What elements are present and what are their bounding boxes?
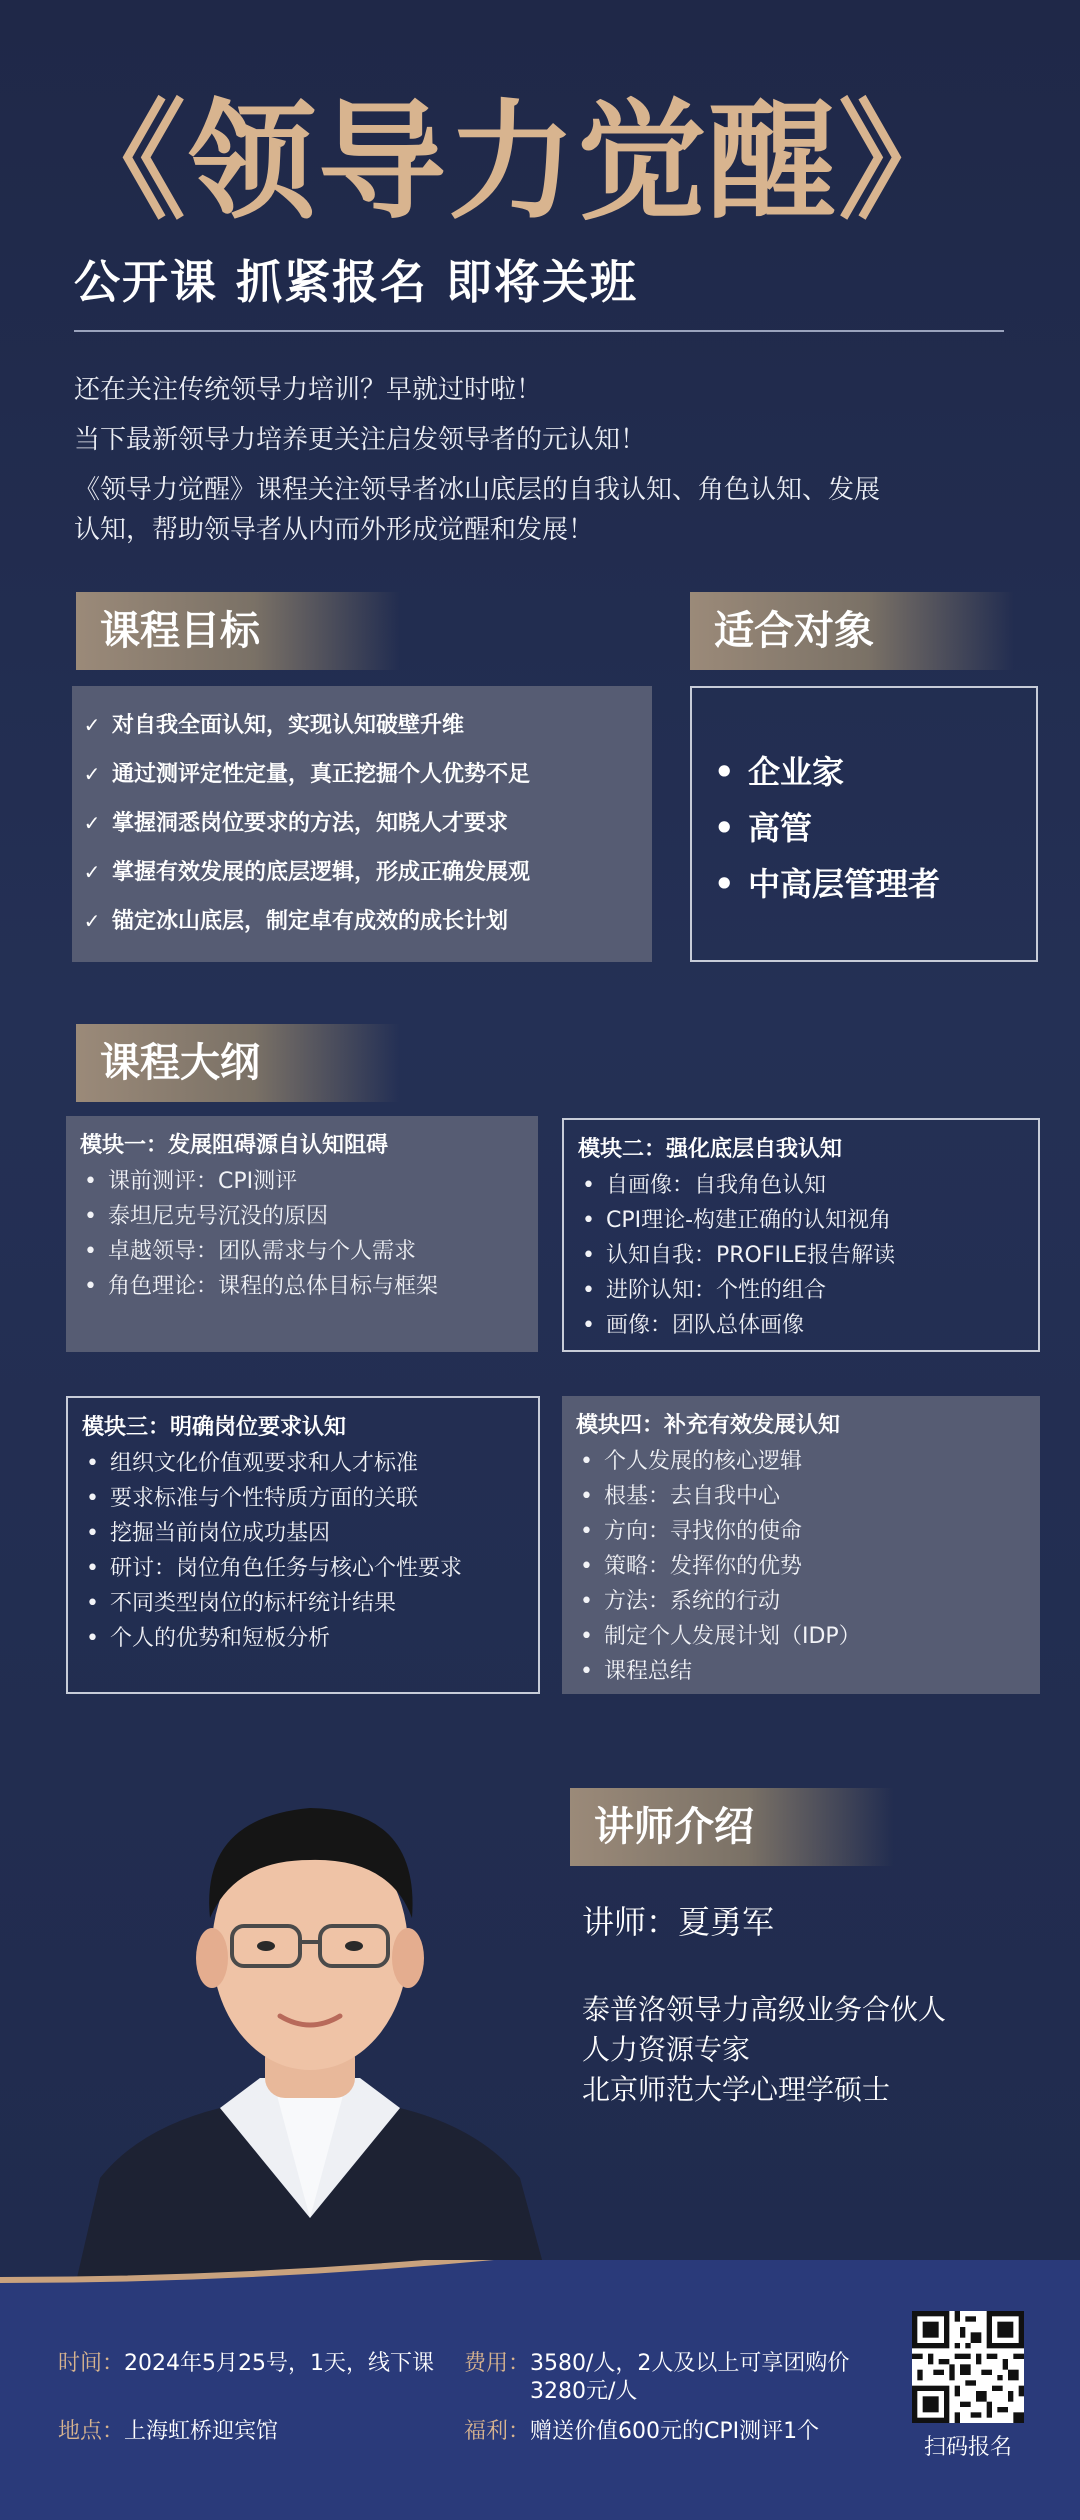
lecturer-name: 讲师：夏勇军 — [582, 1903, 775, 1941]
module-item: • 进阶认知：个性的组合 — [578, 1273, 1024, 1308]
module-title: 模块四：补充有效发展认知 — [576, 1413, 841, 1438]
module-item: • 个人的优势和短板分析 — [82, 1621, 524, 1656]
check-icon: ✓ — [83, 811, 101, 835]
check-icon: ✓ — [83, 762, 101, 786]
module-item: • 方向：寻找你的使命 — [576, 1514, 1026, 1549]
goals-panel — [72, 686, 652, 962]
info-fee: 费用：3580/人，2人及以上可享团购价 — [464, 2351, 850, 2376]
module-item: • 课前测评：CPI测评 — [80, 1164, 524, 1199]
module-item: • 卓越领导：团队需求与个人需求 — [80, 1234, 524, 1269]
intro-line: 还在关注传统领导力培训？早就过时啦！ — [74, 375, 543, 405]
audience-item: • 高管 — [714, 809, 813, 847]
module-item: • 制定个人发展计划（IDP） — [576, 1619, 1026, 1654]
module-item: • 方法：系统的行动 — [576, 1584, 1026, 1619]
lecturer-title: 北京师范大学心理学硕士 — [582, 2073, 891, 2106]
page-subtitle: 公开课 抓紧报名 即将关班 — [74, 255, 639, 309]
lecturer-photo — [60, 1748, 560, 2308]
qr-label: 扫码报名 — [923, 2435, 1012, 2460]
module-item: • 根基：去自我中心 — [576, 1479, 1026, 1514]
info-benefit: 福利：赠送价值600元的CPI测评1个 — [464, 2419, 820, 2444]
module-title: 模块三：明确岗位要求认知 — [82, 1415, 347, 1440]
intro-line: 《领导力觉醒》课程关注领导者冰山底层的自我认知、角色认知、发展 — [74, 475, 881, 505]
module-item: • 角色理论：课程的总体目标与框架 — [80, 1269, 524, 1304]
module-item: • 要求标准与个性特质方面的关联 — [82, 1481, 524, 1516]
divider — [74, 330, 1004, 332]
intro-line: 当下最新领导力培养更关注启发领导者的元认知！ — [74, 425, 647, 455]
module-item: • 不同类型岗位的标杆统计结果 — [82, 1586, 524, 1621]
module-title: 模块二：强化底层自我认知 — [578, 1137, 843, 1162]
goal-item: ✓ 通过测评定性定量，真正挖掘个人优势不足 — [80, 759, 530, 790]
module-title: 模块一：发展阻碍源自认知阻碍 — [80, 1133, 389, 1158]
module-item: • 认知自我：PROFILE报告解读 — [578, 1238, 1024, 1273]
qr-code-icon[interactable] — [912, 2311, 1024, 2423]
check-icon: ✓ — [83, 713, 101, 737]
module-item: • 研讨：岗位角色任务与核心个性要求 — [82, 1551, 524, 1586]
audience-item: • 中高层管理者 — [714, 865, 941, 903]
check-icon: ✓ — [83, 860, 101, 884]
module-2 — [562, 1118, 1040, 1352]
module-item: • 课程总结 — [576, 1654, 1026, 1689]
module-4 — [562, 1396, 1040, 1694]
intro-line: 认知，帮助领导者从内而外形成觉醒和发展！ — [74, 515, 595, 545]
audience-heading: 适合对象 — [690, 592, 1014, 670]
lecturer-title: 人力资源专家 — [582, 2033, 751, 2066]
module-item: • 画像：团队总体画像 — [578, 1308, 1024, 1343]
goals-heading: 课程目标 — [76, 592, 400, 670]
audience-panel — [690, 686, 1038, 962]
module-item: • 策略：发挥你的优势 — [576, 1549, 1026, 1584]
module-1 — [66, 1116, 538, 1352]
module-item: • 泰坦尼克号沉没的原因 — [80, 1199, 524, 1234]
lecturer-heading: 讲师介绍 — [570, 1788, 894, 1866]
info-fee-line2: 3280元/人 — [530, 2379, 638, 2404]
outline-heading: 课程大纲 — [76, 1024, 400, 1102]
lecturer-title: 泰普洛领导力高级业务合伙人 — [582, 1993, 947, 2026]
goal-item: ✓ 锚定冰山底层，制定卓有成效的成长计划 — [80, 906, 508, 937]
info-time: 时间：2024年5月25号，1天，线下课 — [58, 2351, 434, 2376]
info-place: 地点：上海虹桥迎宾馆 — [58, 2419, 279, 2444]
module-item: • 个人发展的核心逻辑 — [576, 1444, 1026, 1479]
check-icon: ✓ — [83, 909, 101, 933]
module-item: • 自画像：自我角色认知 — [578, 1168, 1024, 1203]
goal-item: ✓ 对自我全面认知，实现认知破壁升维 — [80, 710, 464, 741]
goal-item: ✓ 掌握洞悉岗位要求的方法，知晓人才要求 — [80, 808, 508, 839]
goal-item: ✓ 掌握有效发展的底层逻辑，形成正确发展观 — [80, 857, 530, 888]
module-3 — [66, 1396, 540, 1694]
page-title: 《领导力觉醒》 — [58, 88, 969, 237]
module-item: • 组织文化价值观要求和人才标准 — [82, 1446, 524, 1481]
module-item: • 挖掘当前岗位成功基因 — [82, 1516, 524, 1551]
module-item: • CPI理论-构建正确的认知视角 — [578, 1203, 1024, 1238]
audience-item: • 企业家 — [714, 753, 845, 791]
